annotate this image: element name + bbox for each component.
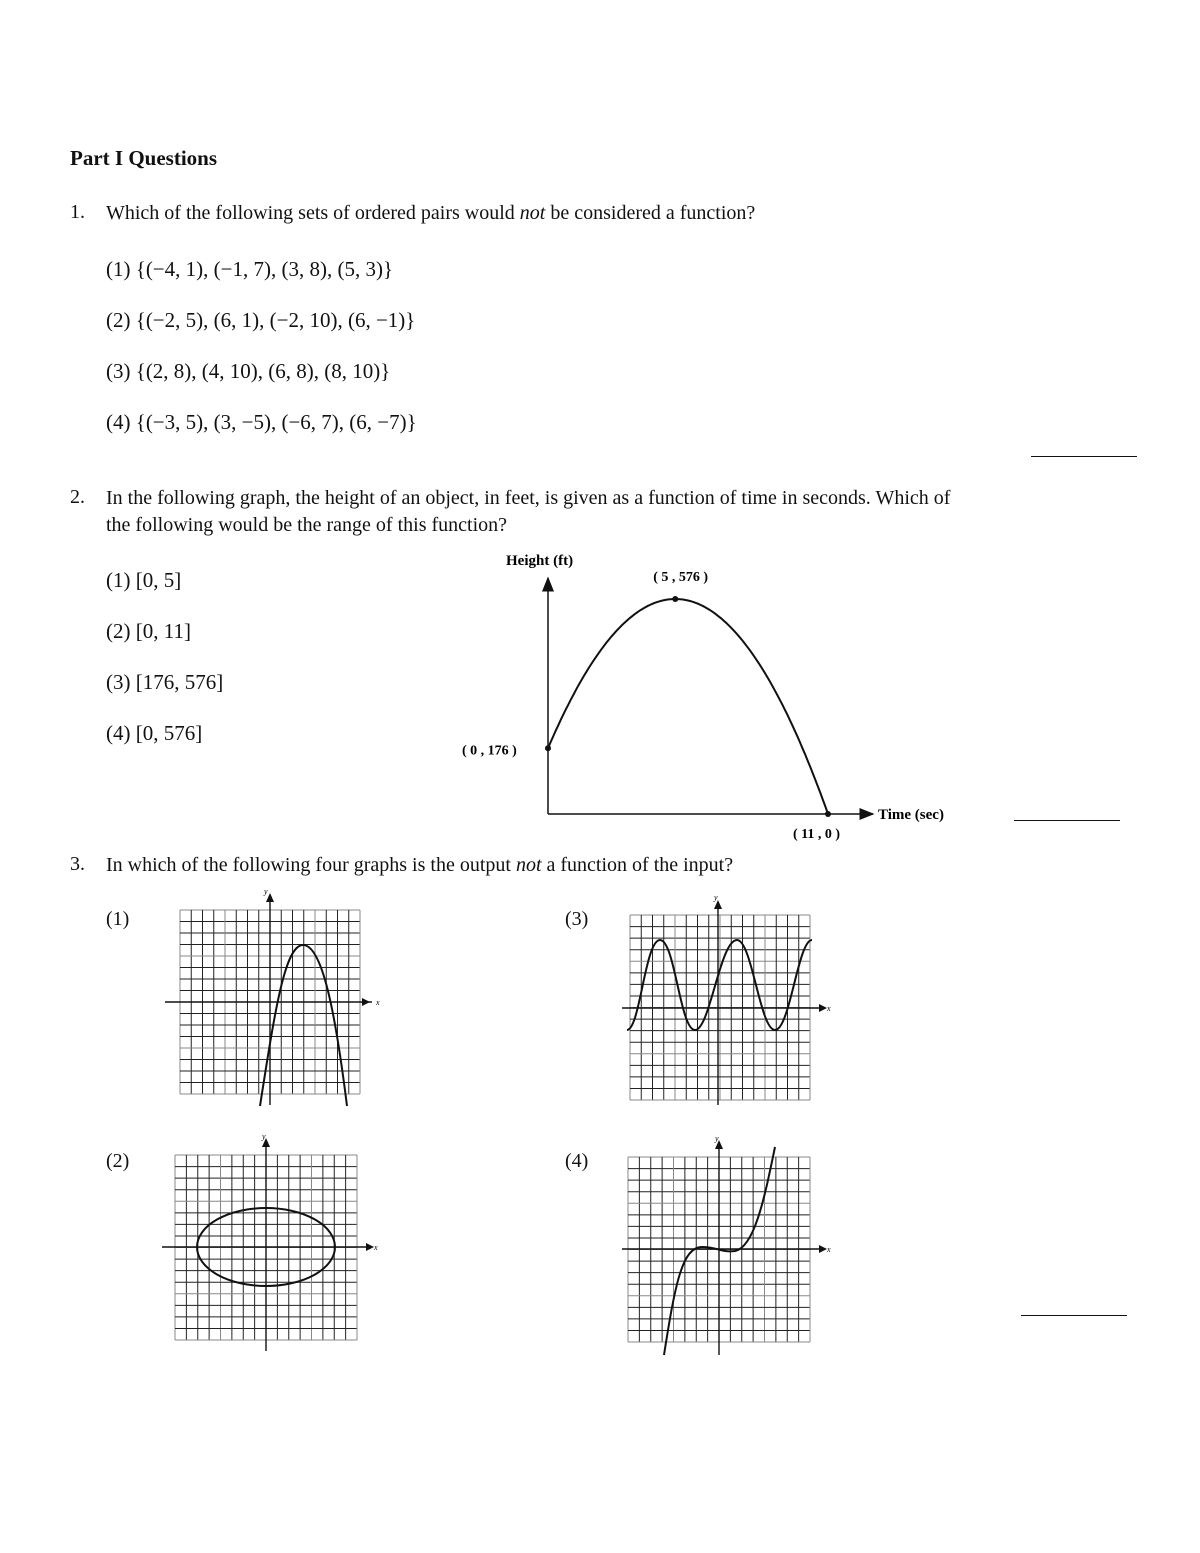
q2-option-3[interactable]: (3) [176, 576] — [106, 670, 224, 694]
question-1-text — [106, 200, 755, 227]
question-3-text-after: a function of the input? — [541, 854, 734, 876]
svg-text:y: y — [714, 895, 718, 902]
graph-label-1[interactable]: (1) — [106, 908, 130, 930]
q1-option-3[interactable]: (3) {(2, 8), (4, 10), (6, 8), (8, 10)} — [106, 359, 391, 383]
question-2-number: 2. — [70, 486, 85, 508]
height-curve — [548, 599, 828, 814]
section-heading: Part I Questions — [70, 146, 217, 170]
q1-option-2[interactable]: (2) {(−2, 5), (6, 1), (−2, 10), (6, −1)} — [106, 308, 416, 332]
height-chart — [440, 540, 1000, 850]
svg-text:y: y — [262, 1135, 266, 1141]
question-3-emphasis: not — [515, 854, 542, 876]
data-point-label: ( 11 , 0 ) — [793, 827, 841, 842]
question-1-text-before: Which of the following sets of ordered pairs would — [106, 202, 520, 224]
graph-3[interactable] — [620, 895, 835, 1110]
y-axis-label: Height (ft) — [506, 553, 574, 569]
graph-1[interactable] — [160, 890, 385, 1110]
svg-text:x: x — [827, 1004, 831, 1013]
question-3-text-before: In which of the following four graphs is the output — [106, 854, 516, 876]
q1-option-4[interactable]: (4) {(−3, 5), (3, −5), (−6, 7), (6, −7)} — [106, 410, 417, 434]
q2-option-4[interactable]: (4) [0, 576] — [106, 721, 203, 745]
data-point — [825, 811, 831, 817]
graph-label-3[interactable]: (3) — [565, 908, 589, 930]
svg-text:x: x — [827, 1245, 831, 1254]
question-2-line-2: the following would be the range of this function? — [106, 514, 508, 536]
q1-option-1[interactable]: (1) {(−4, 1), (−1, 7), (3, 8), (5, 3)} — [106, 257, 394, 281]
q2-option-1[interactable]: (1) [0, 5] — [106, 568, 182, 592]
question-1-number: 1. — [70, 201, 85, 223]
graph-label-4[interactable]: (4) — [565, 1150, 589, 1172]
question-1-emphasis: not — [519, 202, 546, 224]
answer-blank-2[interactable] — [1014, 820, 1120, 821]
question-1-text-after: be considered a function? — [545, 202, 756, 224]
q2-option-2[interactable]: (2) [0, 11] — [106, 619, 191, 643]
question-2-line-1: In the following graph, the height of an object, in feet, is given as a function of time in seconds. Which of — [106, 487, 951, 509]
data-point — [545, 745, 551, 751]
graph-2[interactable] — [160, 1135, 385, 1355]
svg-text:y: y — [264, 890, 268, 896]
question-3-text — [106, 852, 733, 879]
data-point-label: ( 0 , 176 ) — [462, 743, 517, 759]
graph-label-2[interactable]: (2) — [106, 1150, 130, 1172]
data-point — [672, 596, 678, 602]
data-point-label: ( 5 , 576 ) — [653, 570, 709, 585]
graph-4[interactable] — [620, 1135, 835, 1360]
answer-blank-3[interactable] — [1021, 1315, 1127, 1316]
answer-blank-1[interactable] — [1031, 456, 1137, 457]
svg-text:x: x — [376, 998, 380, 1007]
svg-text:x: x — [374, 1243, 378, 1252]
svg-text:y: y — [715, 1135, 719, 1143]
x-axis-label: Time (sec) — [878, 807, 944, 823]
question-3-number: 3. — [70, 853, 85, 875]
